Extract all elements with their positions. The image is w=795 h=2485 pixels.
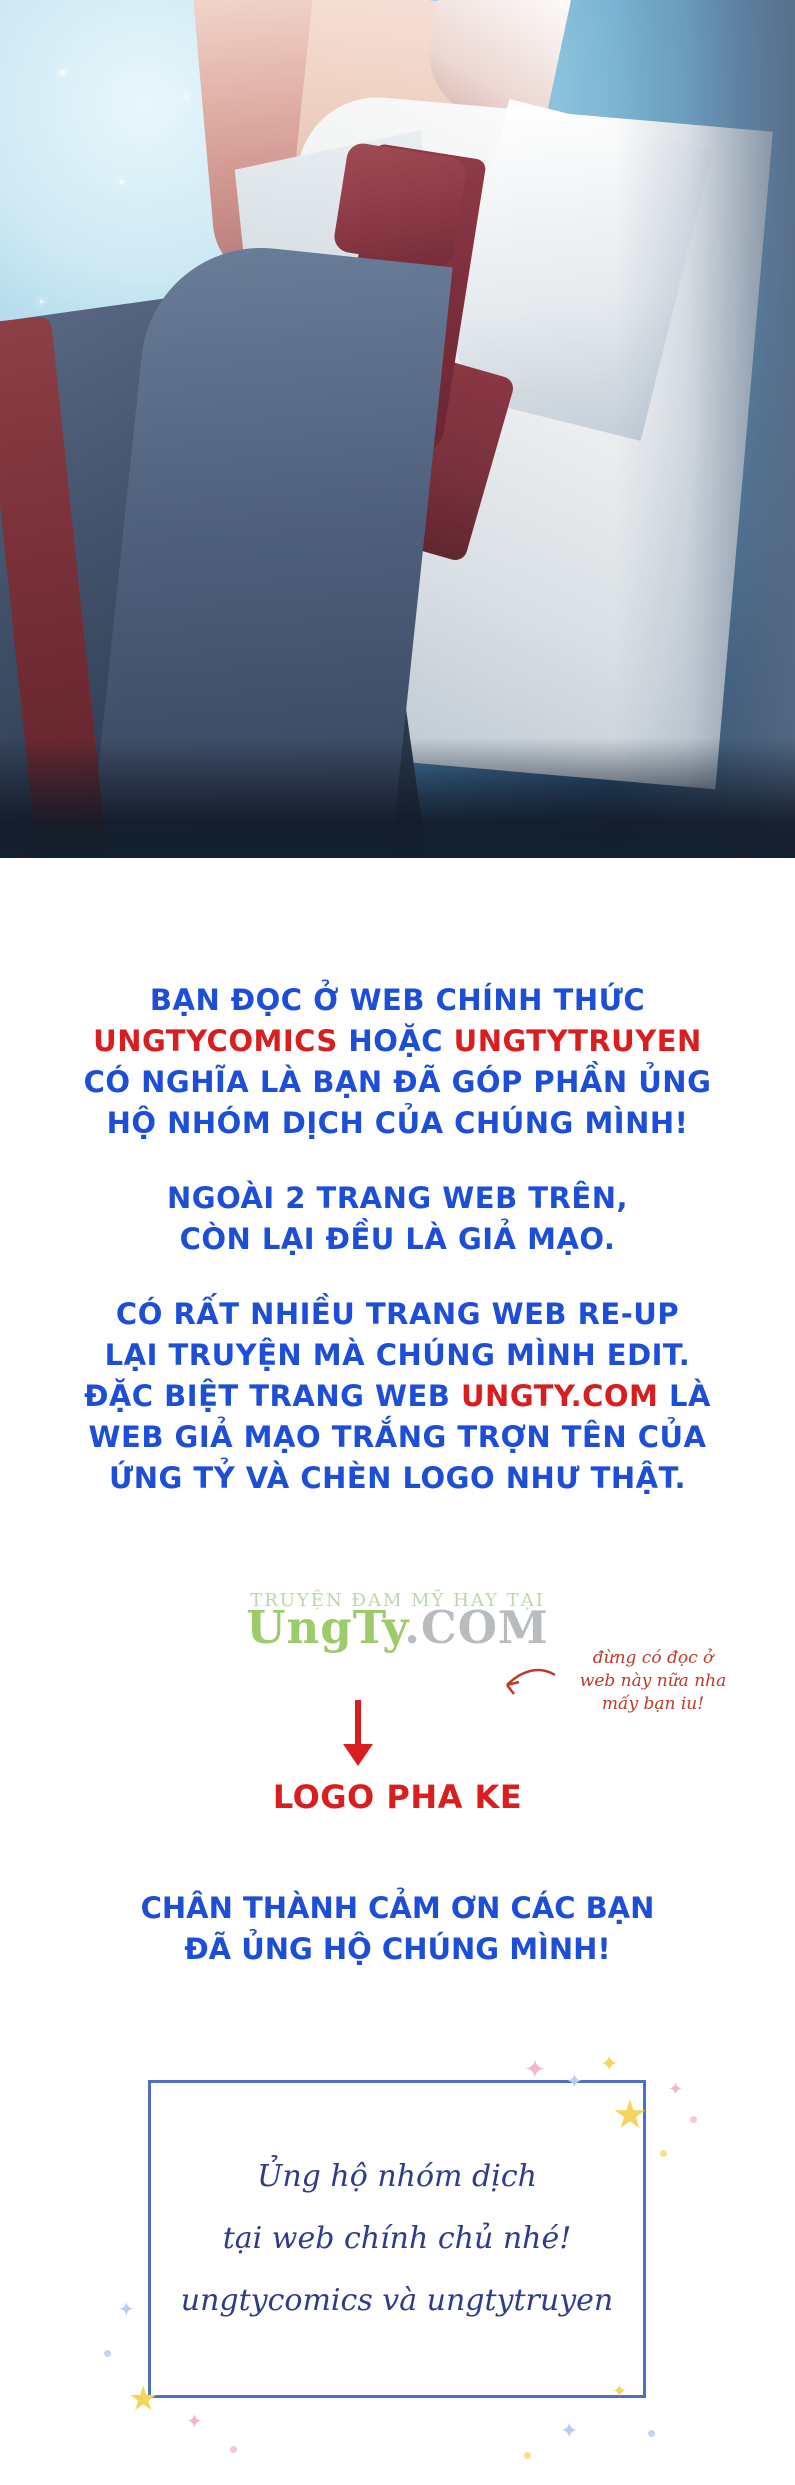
fake-logo-part2: Ty: [352, 1601, 405, 1654]
handwritten-note: [548, 1647, 758, 1716]
star-icon: ★: [128, 2380, 159, 2418]
decor-dot: [230, 2446, 237, 2453]
down-arrow-icon: [338, 1700, 378, 1766]
decor-dot: [104, 2350, 111, 2357]
star-icon: ✦: [560, 2418, 579, 2443]
comic-panel-image: [0, 0, 795, 858]
thanks-text-block: [0, 1888, 795, 1970]
site-name-ungty-com: UNGTY.COM: [461, 1379, 659, 1413]
fake-logo-tagline: TRUYỆN ĐAM MỸ HAY TẠI: [250, 1590, 545, 1611]
support-card-line-1: Ủng hộ nhóm dịch: [257, 2159, 537, 2194]
necktie-knot: [332, 141, 468, 268]
site-name-ungtycomics: UNGTYCOMICS: [93, 1024, 338, 1058]
star-icon: ✦: [668, 2079, 684, 2099]
support-card-text: [148, 2080, 646, 2401]
fake-logo-part1: Ung: [246, 1601, 353, 1654]
notice-line: CÓ RẤT NHIỀU TRANG WEB RE-UP: [115, 1297, 680, 1331]
notice-line: ỨNG TỶ VÀ CHÈN LOGO NHƯ THẬT.: [109, 1461, 686, 1495]
sparkle-icon: [40, 300, 43, 303]
notice-line: CÓ NGHĨA LÀ BẠN ĐÃ GÓP PHẦN ỦNG: [83, 1065, 712, 1099]
notice-line: WEB GIẢ MẠO TRẮNG TRỢN TÊN CỦA: [88, 1420, 707, 1454]
panel-bottom-shadow: [0, 738, 795, 858]
star-icon: ★: [612, 2093, 648, 2137]
handwritten-line-1: đừng có đọc ở: [592, 1648, 714, 1668]
handwritten-line-3: mấy bạn iu!: [601, 1694, 705, 1714]
sparkle-icon: [60, 70, 65, 75]
star-icon: ✦: [600, 2051, 619, 2076]
notice-line: ĐẶC BIỆT TRANG WEB: [84, 1379, 461, 1413]
panel-shading: [615, 0, 795, 858]
notice-line: BẠN ĐỌC Ở WEB CHÍNH THỨC: [149, 983, 646, 1017]
support-card-line-3: ungtycomics và ungtytruyen: [180, 2283, 614, 2318]
fake-logo-wordmark: [0, 1601, 795, 1654]
star-icon: ✦: [612, 2381, 628, 2401]
star-icon: ✦: [566, 2071, 583, 2093]
notice-text-block: [0, 980, 795, 1533]
sparkle-icon: [185, 95, 188, 98]
thanks-line-2: ĐÃ ỦNG HỘ CHÚNG MÌNH!: [184, 1932, 611, 1966]
handwritten-line-2: web này nữa nha: [579, 1671, 727, 1691]
star-icon: ✦: [118, 2299, 135, 2321]
notice-line: CÒN LẠI ĐỀU LÀ GIẢ MẠO.: [179, 1222, 616, 1256]
decor-dot: [690, 2116, 697, 2123]
notice-conjunction: HOẶC: [337, 1024, 454, 1058]
site-name-ungtytruyen: UNGTYTRUYEN: [453, 1024, 702, 1058]
decor-dot: [648, 2430, 655, 2437]
notice-paragraph-reup: [0, 1294, 795, 1499]
notice-paragraph-official: [0, 980, 795, 1144]
star-icon: ✦: [186, 2411, 203, 2433]
notice-line: LẠI TRUYỆN MÀ CHÚNG MÌNH EDIT.: [104, 1338, 691, 1372]
decor-dot: [524, 2452, 531, 2459]
notice-line: HỘ NHÓM DỊCH CỦA CHÚNG MÌNH!: [106, 1106, 689, 1140]
support-card-line-2: tại web chính chủ nhé!: [222, 2221, 572, 2256]
sparkle-icon: [120, 180, 124, 184]
notice-line: NGOÀI 2 TRANG WEB TRÊN,: [167, 1181, 628, 1215]
fake-logo-sample: [0, 1590, 795, 1654]
fake-logo-part3: .COM: [404, 1601, 549, 1654]
star-icon: ✦: [524, 2054, 546, 2084]
notice-paragraph-fake-warning: [0, 1178, 795, 1260]
notice-line: LÀ: [658, 1379, 711, 1413]
decor-dot: [660, 2150, 667, 2157]
fake-logo-label: LOGO PHA KE: [272, 1778, 523, 1816]
thanks-line-1: CHÂN THÀNH CẢM ƠN CÁC BẠN: [140, 1891, 655, 1925]
